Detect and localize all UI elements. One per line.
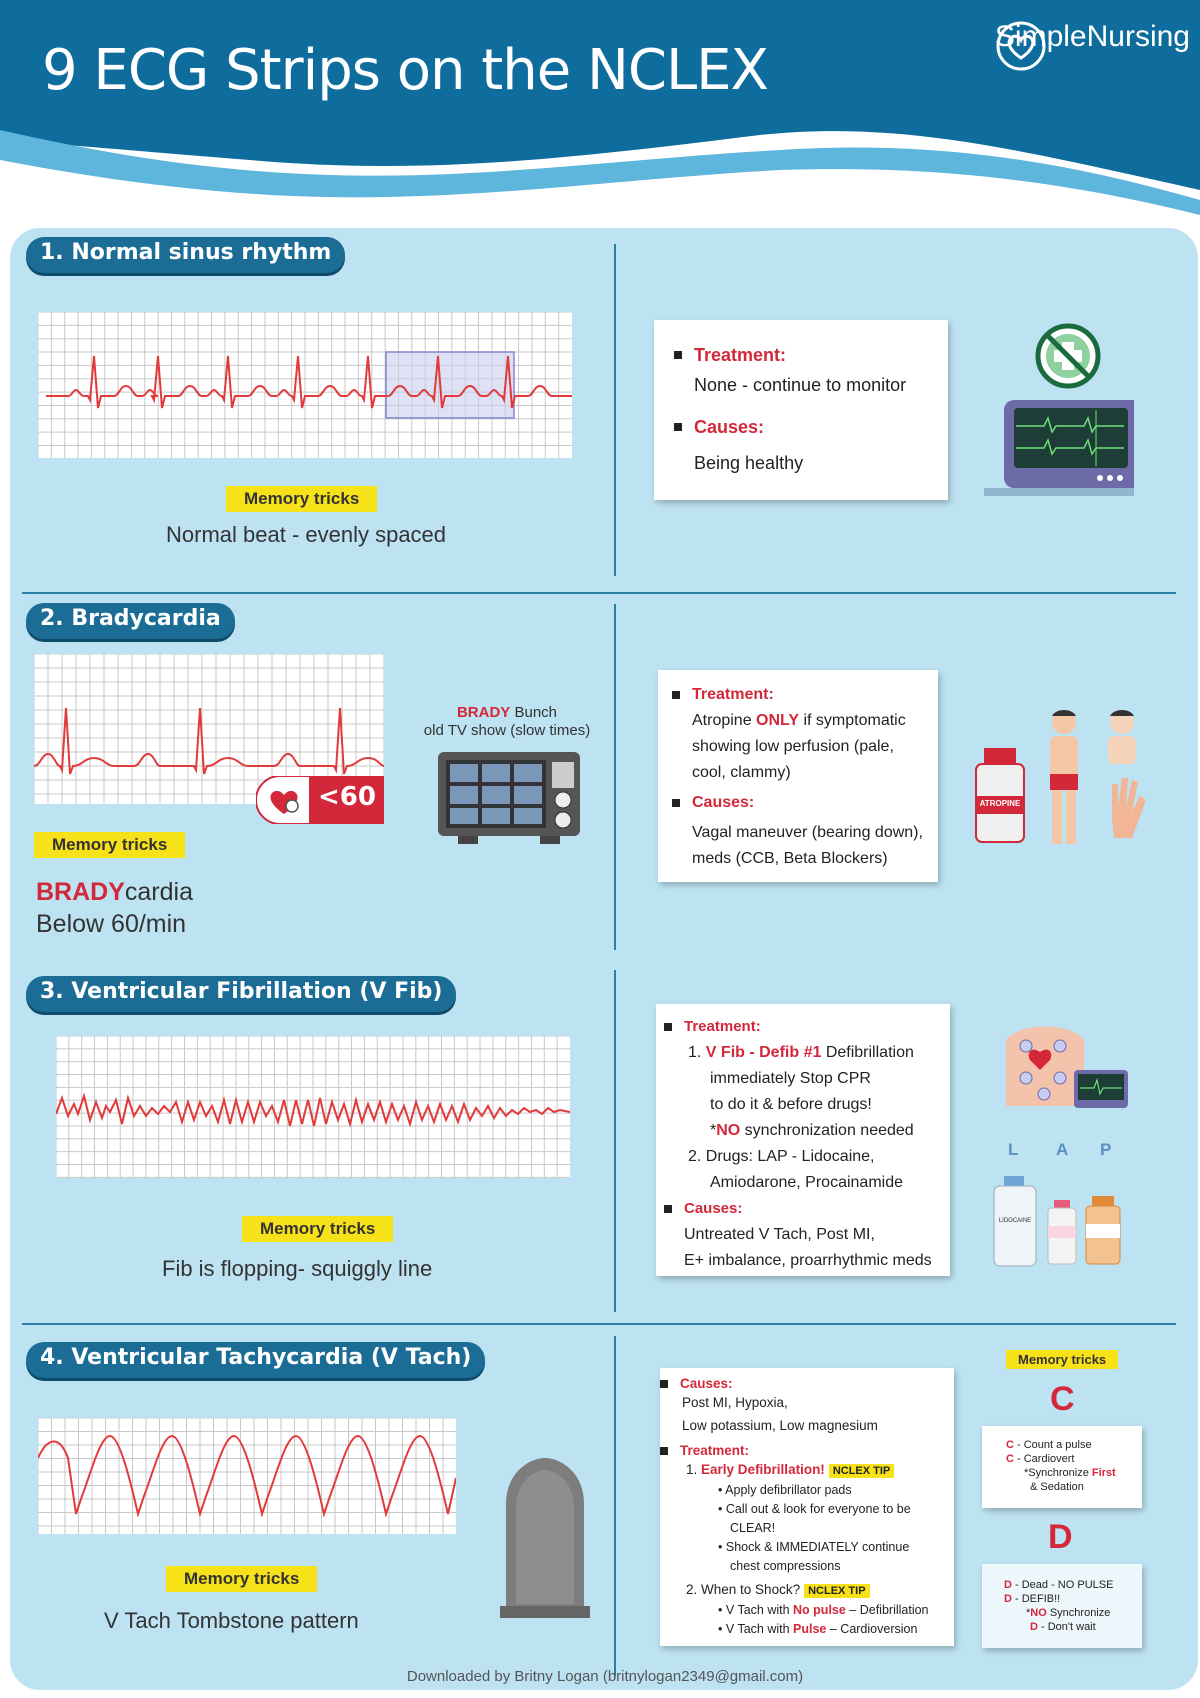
memory-rate: Below 60/min bbox=[36, 910, 187, 938]
mnemonic-emphasis: NO bbox=[1030, 1607, 1047, 1619]
causes-text: meds (CCB, Beta Blockers) bbox=[692, 850, 888, 867]
download-footer: Downloaded by Britny Logan (britnylogan2349@gmail.com) bbox=[406, 1668, 804, 1685]
tombstone-icon bbox=[500, 1454, 590, 1618]
treatment-text: When to Shock? bbox=[701, 1582, 801, 1597]
item-number: 2. bbox=[686, 1582, 698, 1597]
grid-lines bbox=[38, 1418, 456, 1534]
lap-drugs bbox=[992, 1140, 1144, 1268]
brady-bunch-subtext: old TV show (slow times) bbox=[423, 722, 591, 739]
mnemonic-text: Synchronize bbox=[1046, 1607, 1111, 1619]
mnemonic-key: D bbox=[1004, 1579, 1012, 1591]
treatment-bullet: • Shock & IMMEDIATELY continue bbox=[718, 1540, 910, 1554]
bullet-text: – Cardioversion bbox=[826, 1622, 918, 1636]
treatment-item bbox=[684, 1040, 950, 1066]
ecg-trace bbox=[34, 708, 384, 774]
bullet-emphasis: No pulse bbox=[793, 1603, 846, 1617]
highlight-box bbox=[386, 352, 514, 418]
info-card bbox=[658, 670, 938, 882]
mnemonic-text: *Synchronize bbox=[1024, 1467, 1092, 1479]
bullet-text: V Tach with bbox=[725, 1622, 794, 1636]
treatment-heading: Treatment: bbox=[684, 1014, 950, 1040]
mnemonic-key: D bbox=[1030, 1621, 1038, 1633]
treatment-text: if symptomatic bbox=[799, 712, 906, 729]
treatment-text: cool, clammy) bbox=[692, 764, 791, 781]
treatment-heading: Treatment: bbox=[680, 1441, 954, 1460]
page-title: 9 ECG Strips on the NCLEX bbox=[42, 38, 768, 103]
lap-letter: L bbox=[1008, 1140, 1019, 1159]
causes-text: Vagal maneuver (bearing down), bbox=[692, 824, 923, 841]
treatment-bullet: • V Tach with No pulse – Defibrillation bbox=[718, 1603, 929, 1617]
mnemonic-text: - Don't wait bbox=[1037, 1621, 1096, 1633]
memory-trick-text bbox=[36, 876, 193, 940]
treatment-heading: Treatment: bbox=[694, 340, 948, 370]
mnemonic-key: C bbox=[1006, 1453, 1014, 1465]
treatment-item bbox=[682, 1460, 954, 1481]
treatment-text: to do it & before drugs! bbox=[710, 1096, 872, 1113]
mnemonic-text: - Cardiovert bbox=[1013, 1453, 1075, 1465]
memory-tricks-label: Memory tricks bbox=[166, 1566, 317, 1592]
mnemonic-text: - Dead - NO PULSE bbox=[1011, 1579, 1114, 1591]
atropine-bottle-label: ATROPINE bbox=[979, 799, 1021, 808]
info-card bbox=[660, 1368, 954, 1646]
column-divider bbox=[614, 604, 616, 950]
item-number: 2. bbox=[688, 1148, 702, 1165]
treatment-heading: Treatment: bbox=[692, 682, 938, 708]
mnemonic-card-d bbox=[982, 1564, 1142, 1648]
bullet-emphasis: Pulse bbox=[793, 1622, 827, 1636]
bullet-text: Call out & look for everyone to be bbox=[725, 1502, 911, 1516]
brand bbox=[995, 20, 1190, 54]
lap-letter: P bbox=[1100, 1140, 1112, 1159]
mnemonic-text: * bbox=[1026, 1607, 1031, 1619]
lidocaine-bottle-label: LIDOCAINE bbox=[998, 1218, 1032, 1224]
mnemonic-card-c bbox=[982, 1426, 1142, 1508]
mnemonic-key: C bbox=[1006, 1439, 1014, 1451]
mnemonic-key: D bbox=[1004, 1593, 1012, 1605]
treatment-text: None - continue to monitor bbox=[694, 375, 907, 395]
heart-monitor-icon bbox=[984, 322, 1134, 498]
info-card bbox=[654, 320, 948, 500]
ecg-trace bbox=[38, 1436, 456, 1514]
rate-badge bbox=[256, 776, 384, 824]
treatment-text bbox=[684, 1118, 950, 1144]
section-divider bbox=[22, 1323, 1176, 1325]
ecg-grid bbox=[56, 1036, 570, 1178]
info-card bbox=[656, 1004, 950, 1276]
header bbox=[0, 0, 1200, 240]
memory-trick-text: Fib is flopping- squiggly line bbox=[162, 1256, 433, 1281]
treatment-text: Drugs: LAP - Lidocaine, bbox=[705, 1148, 875, 1165]
memory-tricks-label: Memory tricks bbox=[226, 486, 377, 512]
mnemonic-text: - DEFIB!! bbox=[1011, 1593, 1061, 1605]
rate-badge-text: <60 bbox=[318, 782, 376, 812]
brady-bunch-caption bbox=[404, 704, 610, 740]
bullet-text: CLEAR! bbox=[730, 1521, 776, 1535]
tv-icon bbox=[438, 748, 580, 846]
nclex-tip-badge: NCLEX TIP bbox=[804, 1584, 869, 1598]
grid-lines bbox=[56, 1036, 570, 1178]
column-divider bbox=[614, 970, 616, 1312]
brady-word: BRADY bbox=[456, 704, 511, 721]
treatment-text: synchronization needed bbox=[740, 1122, 914, 1139]
bullet-text: V Tach with bbox=[725, 1603, 794, 1617]
defibrillator-chest-icon bbox=[1000, 1016, 1130, 1112]
memory-tricks-label: Memory tricks bbox=[242, 1216, 393, 1242]
treatment-emphasis: NO bbox=[716, 1122, 741, 1139]
bullet-text: Apply defibrillator pads bbox=[725, 1483, 852, 1497]
memory-cardia: cardia bbox=[124, 878, 193, 906]
treatment-text: Atropine bbox=[692, 712, 757, 729]
ecg-strip-vtach bbox=[38, 1418, 456, 1534]
treatment-text: Defibrillation bbox=[821, 1044, 914, 1061]
drug-bottles-icon bbox=[992, 1140, 1144, 1268]
mnemonic-letter-c: C bbox=[1050, 1380, 1075, 1418]
memory-trick-text: Normal beat - evenly spaced bbox=[166, 522, 447, 547]
bullet-text: – Defibrillation bbox=[845, 1603, 929, 1617]
causes-text: E+ imbalance, proarrhythmic meds bbox=[684, 1252, 932, 1269]
ecg-strip-vfib bbox=[56, 1036, 570, 1178]
ecg-grid bbox=[38, 312, 572, 458]
bullet-text: Shock & IMMEDIATELY continue bbox=[725, 1540, 910, 1554]
lap-letter: A bbox=[1056, 1140, 1069, 1159]
treatment-bullet: • Apply defibrillator pads bbox=[718, 1483, 852, 1497]
mnemonic-letter-d: D bbox=[1048, 1518, 1073, 1556]
column-divider bbox=[614, 1336, 616, 1676]
section-title: 2. Bradycardia bbox=[26, 603, 235, 639]
causes-heading: Causes: bbox=[684, 1196, 950, 1222]
heart-logo-icon bbox=[995, 20, 1047, 72]
treatment-item bbox=[684, 1144, 950, 1170]
item-number: 1. bbox=[686, 1462, 698, 1477]
memory-tricks-label: Memory tricks bbox=[1006, 1350, 1118, 1369]
treatment-text: Amiodarone, Procainamide bbox=[710, 1174, 903, 1191]
mnemonic-text: & Sedation bbox=[1030, 1481, 1084, 1493]
ecg-grid bbox=[38, 1418, 456, 1534]
memory-trick-text: V Tach Tombstone pattern bbox=[104, 1608, 359, 1633]
section-title: 3. Ventricular Fibrillation (V Fib) bbox=[26, 976, 456, 1012]
causes-text: Post MI, Hypoxia, bbox=[682, 1395, 788, 1410]
treatment-bullet: • Call out & look for everyone to be bbox=[718, 1502, 911, 1516]
treatment-emphasis: V Fib - Defib #1 bbox=[705, 1044, 822, 1061]
treatment-emphasis: Early Defibrillation! bbox=[701, 1462, 825, 1477]
treatment-bullet: • V Tach with Pulse – Cardioversion bbox=[718, 1622, 918, 1636]
mnemonic-emphasis: First bbox=[1091, 1467, 1116, 1479]
brady-illustration bbox=[972, 708, 1148, 848]
brand-name: SimpleNursing bbox=[994, 20, 1190, 53]
section-divider bbox=[22, 592, 1176, 594]
treatment-text: immediately Stop CPR bbox=[710, 1070, 871, 1087]
memory-brady: BRADY bbox=[36, 878, 125, 906]
bullet-text: chest compressions bbox=[730, 1559, 841, 1573]
causes-text: Being healthy bbox=[694, 453, 804, 473]
causes-heading: Causes: bbox=[694, 412, 948, 442]
treatment-text: showing low perfusion (pale, bbox=[692, 738, 894, 755]
causes-heading: Causes: bbox=[692, 790, 938, 816]
item-number: 1. bbox=[688, 1044, 702, 1061]
treatment-emphasis: ONLY bbox=[756, 712, 800, 729]
column-divider bbox=[614, 244, 616, 576]
causes-text: Low potassium, Low magnesium bbox=[682, 1418, 878, 1433]
causes-text: Untreated V Tach, Post MI, bbox=[684, 1226, 875, 1243]
section-title: 1. Normal sinus rhythm bbox=[26, 237, 345, 273]
treatment-item bbox=[682, 1580, 954, 1601]
causes-heading: Causes: bbox=[680, 1374, 954, 1393]
memory-tricks-label: Memory tricks bbox=[34, 832, 185, 858]
ecg-strip-normal bbox=[38, 312, 572, 458]
atropine-patient-icon bbox=[972, 708, 1148, 848]
section-title: 4. Ventricular Tachycardia (V Tach) bbox=[26, 1342, 485, 1378]
asterisk: * bbox=[710, 1122, 717, 1139]
mnemonic-text: - Count a pulse bbox=[1013, 1439, 1092, 1451]
nclex-tip-badge: NCLEX TIP bbox=[829, 1464, 894, 1478]
brady-bunch-text: Bunch bbox=[510, 704, 558, 721]
